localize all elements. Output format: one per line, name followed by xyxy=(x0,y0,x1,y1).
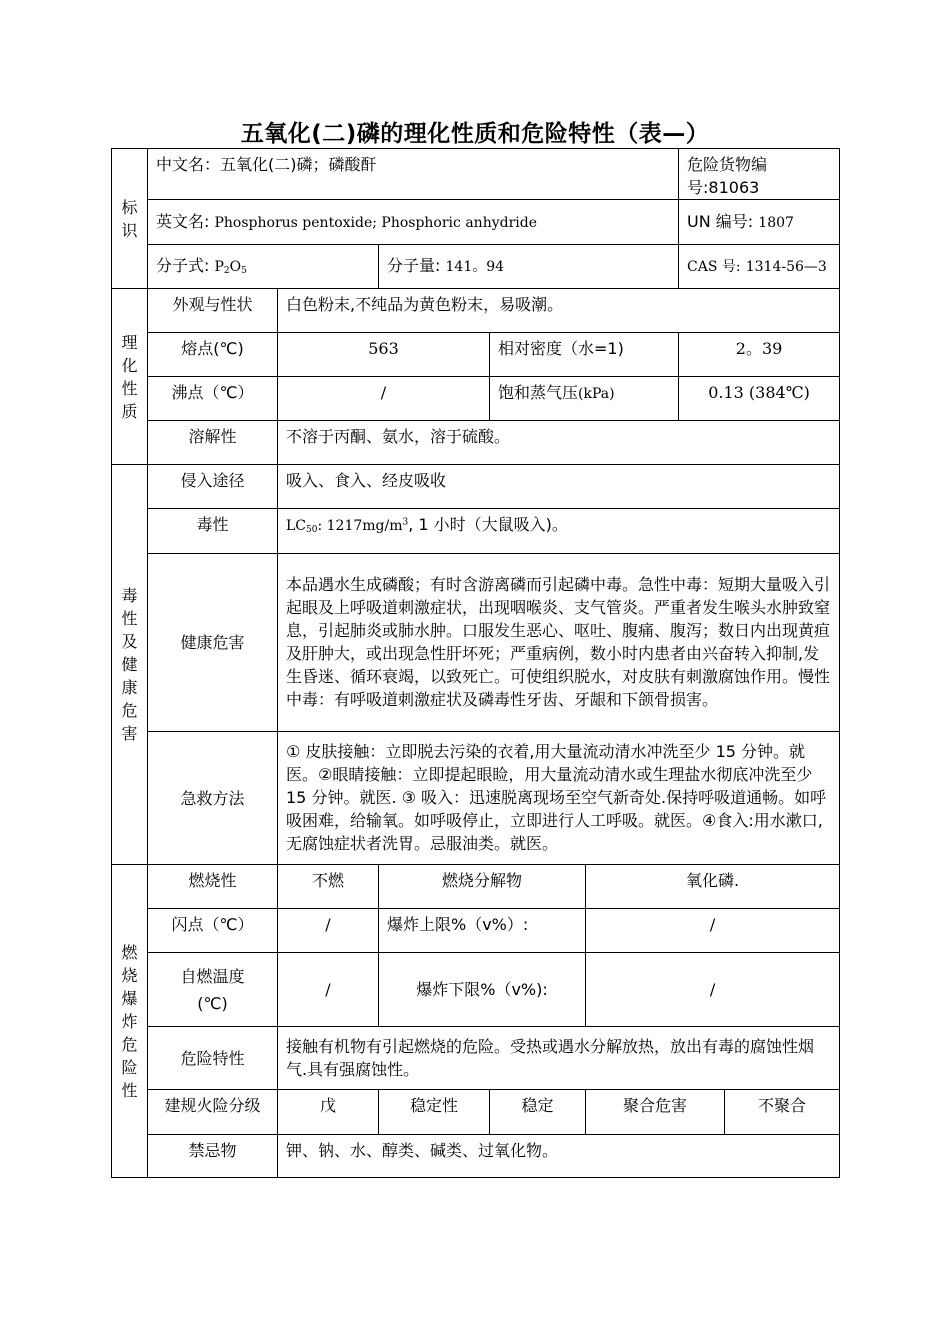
toxicity-label: 毒性 xyxy=(148,509,278,554)
melting-point-label: 熔点(℃) xyxy=(148,333,278,377)
first-aid-label: 急救方法 xyxy=(148,732,278,865)
fire-class-value: 戊 xyxy=(278,1090,379,1135)
section-physical: 理 化 性 质 xyxy=(112,289,148,465)
row-formula xyxy=(112,245,840,289)
dangerous-goods-number: 危险货物编号:81063 xyxy=(679,149,840,200)
document-title: 五氧化(二)磷的理化性质和危险特性（表—） xyxy=(240,121,710,147)
health-hazard-label: 健康危害 xyxy=(148,554,278,732)
upper-explosion-limit-label: 爆炸上限%（v%）: xyxy=(379,909,586,953)
fire-class-label: 建规火险分级 xyxy=(148,1090,278,1135)
section-toxicity: 毒 性 及 健 康 危 害 xyxy=(112,465,148,865)
molecular-formula xyxy=(148,245,379,289)
flash-point-label: 闪点（℃） xyxy=(148,909,278,953)
toxicity-value: $LC_{50}$: $1217mg/m^3$, 1 小时（大鼠吸入)。 xyxy=(278,509,840,554)
un-number-label: UN 编号: xyxy=(687,211,754,231)
un-number-value: 1807 xyxy=(758,214,794,231)
autoignition-value: / xyxy=(278,953,379,1027)
incompatible-materials-label: 禁忌物 xyxy=(148,1135,278,1178)
mw-label: 分子量: xyxy=(387,256,441,275)
entry-route-label: 侵入途径 xyxy=(148,465,278,509)
row-chinese-name xyxy=(112,149,840,200)
molecular-weight xyxy=(379,245,679,289)
section-fire: 燃 烧 爆 炸 危 险 性 xyxy=(112,865,148,1178)
row-hazard-characteristics xyxy=(112,1027,840,1090)
row-melting-point xyxy=(112,333,840,377)
stability-label: 稳定性 xyxy=(379,1090,490,1135)
row-appearance xyxy=(112,289,840,333)
mw-value: 141。94 xyxy=(445,259,505,275)
english-name-value: Phosphorus pentoxide; Phosphoric anhydride xyxy=(214,214,537,231)
incompatible-materials-value: 钾、钠、水、醇类、碱类、过氧化物。 xyxy=(278,1135,840,1178)
lower-explosion-limit-value: / xyxy=(586,953,840,1027)
flammability-value: 不燃 xyxy=(278,865,379,909)
first-aid-value: ① 皮肤接触：立即脱去污染的衣着,用大量流动清水冲洗至少 15 分钟。就医。②眼睛接触：立即提起眼睑，用大量流动清水或生理盐水彻底冲洗至少 15 分钟。就医. ③ 吸入：迅速脱离现场至空气新奇处.保持呼吸道通畅。如呼吸困难，给输氧。如呼吸停止，立即进行人工呼吸。就医。④食入:用水漱口,无腐蚀症状者洗胃。忌服油类。就医。 xyxy=(278,732,840,865)
row-flash-point xyxy=(112,909,840,953)
autoignition-label: 自燃温度 (℃) xyxy=(148,953,278,1027)
melting-point-value: 563 xyxy=(278,333,490,377)
chinese-name: 中文名：五氧化(二)磷；磷酸酐 xyxy=(148,149,679,200)
entry-route-value: 吸入、食入、经皮吸收 xyxy=(278,465,840,509)
row-health-hazard xyxy=(112,554,840,732)
polymerization-hazard-value: 不聚合 xyxy=(725,1090,840,1135)
polymerization-hazard-label: 聚合危害 xyxy=(586,1090,725,1135)
row-entry-route xyxy=(112,465,840,509)
cas-number xyxy=(679,245,840,289)
msds-table xyxy=(111,148,840,1178)
cas-value: 1314-56—3 xyxy=(745,259,827,275)
row-solubility xyxy=(112,421,840,465)
row-autoignition xyxy=(112,953,840,1027)
relative-density-value: 2。39 xyxy=(679,333,840,377)
english-name-label: 英文名: xyxy=(156,211,210,231)
boiling-point-value: / xyxy=(278,377,490,421)
row-incompatible xyxy=(112,1135,840,1178)
lower-explosion-limit-label: 爆炸下限%（v%): xyxy=(379,953,586,1027)
solubility-value: 不溶于丙酮、氨水，溶于硫酸。 xyxy=(278,421,840,465)
health-hazard-value: 本品遇水生成磷酸；有时含游离磷而引起磷中毒。急性中毒：短期大量吸入引起眼及上呼吸道刺激症状，出现咽喉炎、支气管炎。严重者发生喉头水肿致窒息，引起肺炎或肺水肿。口服发生恶心、呕吐、腹痛、腹泻；数日内出现黄疸及肝肿大，或出现急性肝坏死；严重病例，数小时内患者由兴奋转入抑制,发生昏迷、循环衰竭，以致死亡。可使组织脱水，对皮肤有刺激腐蚀作用。慢性中毒：有呼吸道刺激症状及磷毒性牙齿、牙龈和下颌骨损害。 xyxy=(278,554,840,732)
hazard-characteristics-value: 接触有机物有引起燃烧的危险。受热或遇水分解放热，放出有毒的腐蚀性烟气.具有强腐蚀性。 xyxy=(278,1027,840,1090)
row-flammability xyxy=(112,865,840,909)
vapor-pressure-value: 0.13 (384℃) xyxy=(679,377,840,421)
boiling-point-label: 沸点（℃） xyxy=(148,377,278,421)
solubility-label: 溶解性 xyxy=(148,421,278,465)
row-boiling-point xyxy=(112,377,840,421)
relative-density-label: 相对密度（水=1) xyxy=(490,333,679,377)
appearance-value: 白色粉末,不纯品为黄色粉末，易吸潮。 xyxy=(278,289,840,333)
row-fire-class xyxy=(112,1090,840,1135)
section-identification: 标 识 xyxy=(112,149,148,289)
stability-value: 稳定 xyxy=(490,1090,586,1135)
combustion-products-label: 燃烧分解物 xyxy=(379,865,586,909)
combustion-products-value: 氧化磷. xyxy=(586,865,840,909)
appearance-label: 外观与性状 xyxy=(148,289,278,333)
vapor-pressure-label: 饱和蒸气压(kPa) xyxy=(490,377,679,421)
formula-label: 分子式: xyxy=(156,256,210,275)
cas-label: CAS 号: xyxy=(687,259,741,275)
row-english-name xyxy=(112,200,840,245)
un-number xyxy=(679,200,840,245)
formula-value: $P_2O_5$ xyxy=(214,259,247,276)
flash-point-value: / xyxy=(278,909,379,953)
row-toxicity xyxy=(112,509,840,554)
upper-explosion-limit-value: / xyxy=(586,909,840,953)
hazard-characteristics-label: 危险特性 xyxy=(148,1027,278,1090)
row-first-aid xyxy=(112,732,840,865)
flammability-label: 燃烧性 xyxy=(148,865,278,909)
english-name xyxy=(148,200,679,245)
